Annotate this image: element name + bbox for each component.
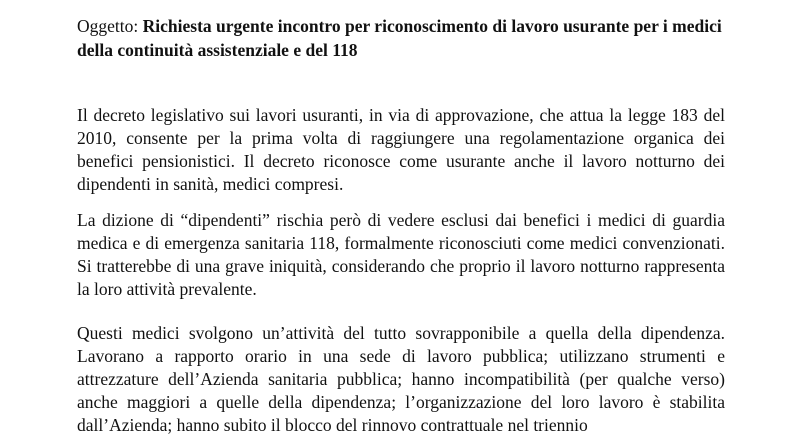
paragraph-3: Questi medici svolgono un’attività del tutto sovrapponibile a quella della dipendenza. Lavorano a rapporto orario in una sede di lavoro pubblica; utilizzano strumenti e attrezzature dell’Azienda sanitaria pubblica; hanno incompatibilità (per qualche verso) anche maggiori a quelle della dipendenza; l’organizzazione del loro lavoro è stabilita dall’Azienda; hanno subito il blocco del rinnovo contrattuale nel triennio [77, 323, 725, 435]
subject-label: Oggetto: [77, 16, 143, 36]
subject-title: Richiesta urgente incontro per riconoscimento di lavoro usurante per i medici della continuità assistenziale e del 118 [77, 16, 722, 60]
paragraph-2: La dizione di “dipendenti” rischia però di vedere esclusi dai benefici i medici di guardia medica e di emergenza sanitaria 118, formalmente riconosciuti come medici convenzionati. Si tratterebbe di una grave iniquità, considerando che proprio il lavoro notturno rappresenta la loro attività prevalente. [77, 210, 725, 299]
subject-line [77, 14, 737, 62]
paragraph-1: Il decreto legislativo sui lavori usuranti, in via di approvazione, che attua la legge 183 del 2010, consente per la prima volta di raggiungere una regolamentazione organica dei benefici pensionistici. Il decreto riconosce come usurante anche il lavoro notturno dei dipendenti in sanità, medici compresi. [77, 105, 725, 194]
